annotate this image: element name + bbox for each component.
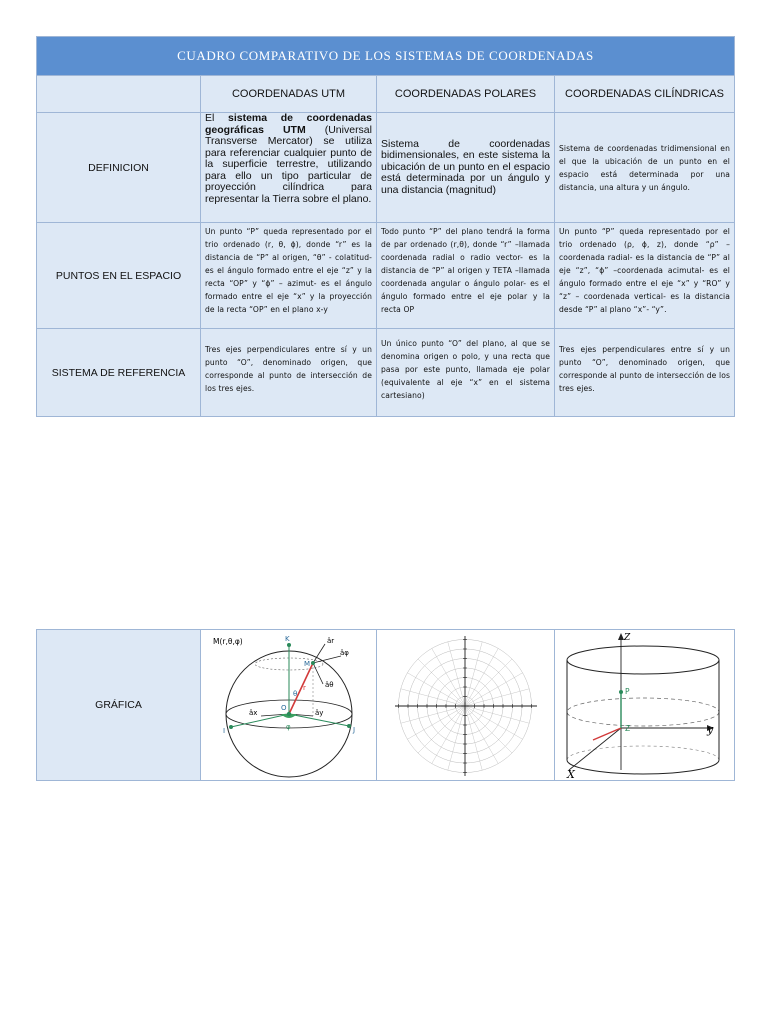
polar-ray (448, 706, 465, 770)
polar-ray (465, 689, 529, 706)
polar-ray (465, 706, 512, 753)
polar-ray (418, 706, 465, 753)
label-phi: φ (286, 723, 291, 731)
spherical-coordinates-figure (201, 630, 377, 780)
table-title: CUADRO COMPARATIVO DE LOS SISTEMAS DE COORDENADAS (37, 37, 735, 76)
cylinder-figure-cell (555, 630, 735, 781)
polar-ray (465, 706, 523, 739)
label-atheta: âθ (325, 681, 334, 689)
label-i: I (223, 727, 226, 735)
cell-definicion-utm: El sistema de coordenadas geográficas UTM (Universal Transverse Mercator) se utiliza para referenciar cualquier punto de la superficie terrestre, utilizando para ello un tipo particular de proyección cilíndrica para representar la Tierra sobre el plano. (201, 113, 377, 223)
header-empty (37, 76, 201, 113)
polar-ray (465, 642, 482, 706)
polar-figure-cell (377, 630, 555, 781)
cell-referencia-polares: Un único punto “O” del plano, al que se denomina origen o polo, y una recta que pasa por este punto, llamada eje polar (equivalente al eje “x” en el sistema cartesiano) (377, 329, 555, 417)
cell-puntos-cilindricas: Un punto “P” queda representado por el trio ordenado (ρ, ϕ, z), donde “ρ” –coordenada radial- es la distancia de “P” al eje “z”, “ϕ” –coordenada acimutal- es el ángulo formado entre el eje “x” y “RO” y “z” – coordenada vertical- es la distancia desde “P” al plano “x”- “y”. (555, 223, 735, 329)
polar-ray (465, 648, 498, 706)
label-aphi-top: âφ (340, 649, 349, 657)
label-z: Z (625, 724, 631, 733)
label-ax: âx (249, 709, 258, 717)
label-ay: ây (315, 709, 324, 717)
cell-definicion-cilindricas: Sistema de coordenadas tridimensional en el que la ubicación de un punto en el espacio está determinada por una distancia, una altura y un ángulo. (555, 113, 735, 223)
cell-referencia-cilindricas: Tres ejes perpendiculares entre sí y un punto “O”, denominado origen, que corresponde al punto de intersección de los tres ejes. (555, 329, 735, 417)
row-label-definicion: DEFINICION (37, 113, 201, 223)
header-cilindricas: COORDENADAS CILÍNDRICAS (555, 76, 735, 113)
header-polares: COORDENADAS POLARES (377, 76, 555, 113)
cell-puntos-utm: Un punto “P” queda representado por el trio ordenado (r, θ, ϕ), donde “r” es la distancia de “P” al origen, “θ” - colatitud- es el ángulo formado entre el eje “z” y la recta “OP” y “ϕ” – azimut- es el ángulo formado entre el eje “x” y la proyección de la recta “OP” en el plano x-y (201, 223, 377, 329)
cell-definicion-polares: Sistema de coordenadas bidimensionales, en este sistema la ubicación de un punto en el espacio está determinada por un ángulo y una distancia (magnitud) (377, 113, 555, 223)
grafica-table (36, 629, 735, 781)
label-z-axis: Z (624, 633, 631, 643)
polar-ray (432, 706, 465, 764)
row-label-referencia: SISTEMA DE REFERENCIA (37, 329, 201, 417)
polar-ray (448, 642, 465, 706)
row-label-puntos: PUNTOS EN EL ESPACIO (37, 223, 201, 329)
header-utm: COORDENADAS UTM (201, 76, 377, 113)
label-ar: âr (327, 637, 335, 645)
polar-ray (465, 706, 529, 723)
label-theta: θ (293, 690, 298, 698)
polar-ray (465, 659, 512, 706)
polar-ray (465, 706, 498, 764)
polar-ray (401, 706, 465, 723)
label-p: P (625, 687, 630, 696)
sphere-figure-cell (201, 630, 377, 781)
polar-ray (401, 689, 465, 706)
cell-referencia-utm: Tres ejes perpendiculares entre sí y un punto “O”, denominado origen, que corresponde al punto de intersección de los tres ejes. (201, 329, 377, 417)
label-k: K (285, 635, 290, 643)
row-label-grafica: GRÁFICA (37, 630, 201, 781)
label-m: M (304, 660, 311, 668)
label-j: J (353, 726, 356, 734)
comparison-table (36, 36, 735, 417)
label-x-axis: X (567, 768, 575, 780)
polar-ray (407, 706, 465, 739)
polar-ray (418, 659, 465, 706)
label-y-axis: y (707, 723, 714, 736)
cylindrical-coordinates-figure (555, 630, 735, 780)
polar-ray (465, 706, 482, 770)
cell-puntos-polares: Todo punto “P” del plano tendrá la forma de par ordenado (r,θ), donde “r” –llamada coordenada radial o radio vector- es la distancia de “P” al origen y TETA –llamada coordenada angular o ángulo polar- es el ángulo formado entre el eje polar y la recta OP (377, 223, 555, 329)
label-r: r (303, 684, 306, 692)
polar-grid-figure (377, 630, 555, 780)
polar-ray (432, 648, 465, 706)
label-o: O (281, 704, 287, 712)
label-point: M(r,θ,φ) (213, 637, 243, 646)
polar-ray (465, 673, 523, 706)
polar-ray (407, 673, 465, 706)
